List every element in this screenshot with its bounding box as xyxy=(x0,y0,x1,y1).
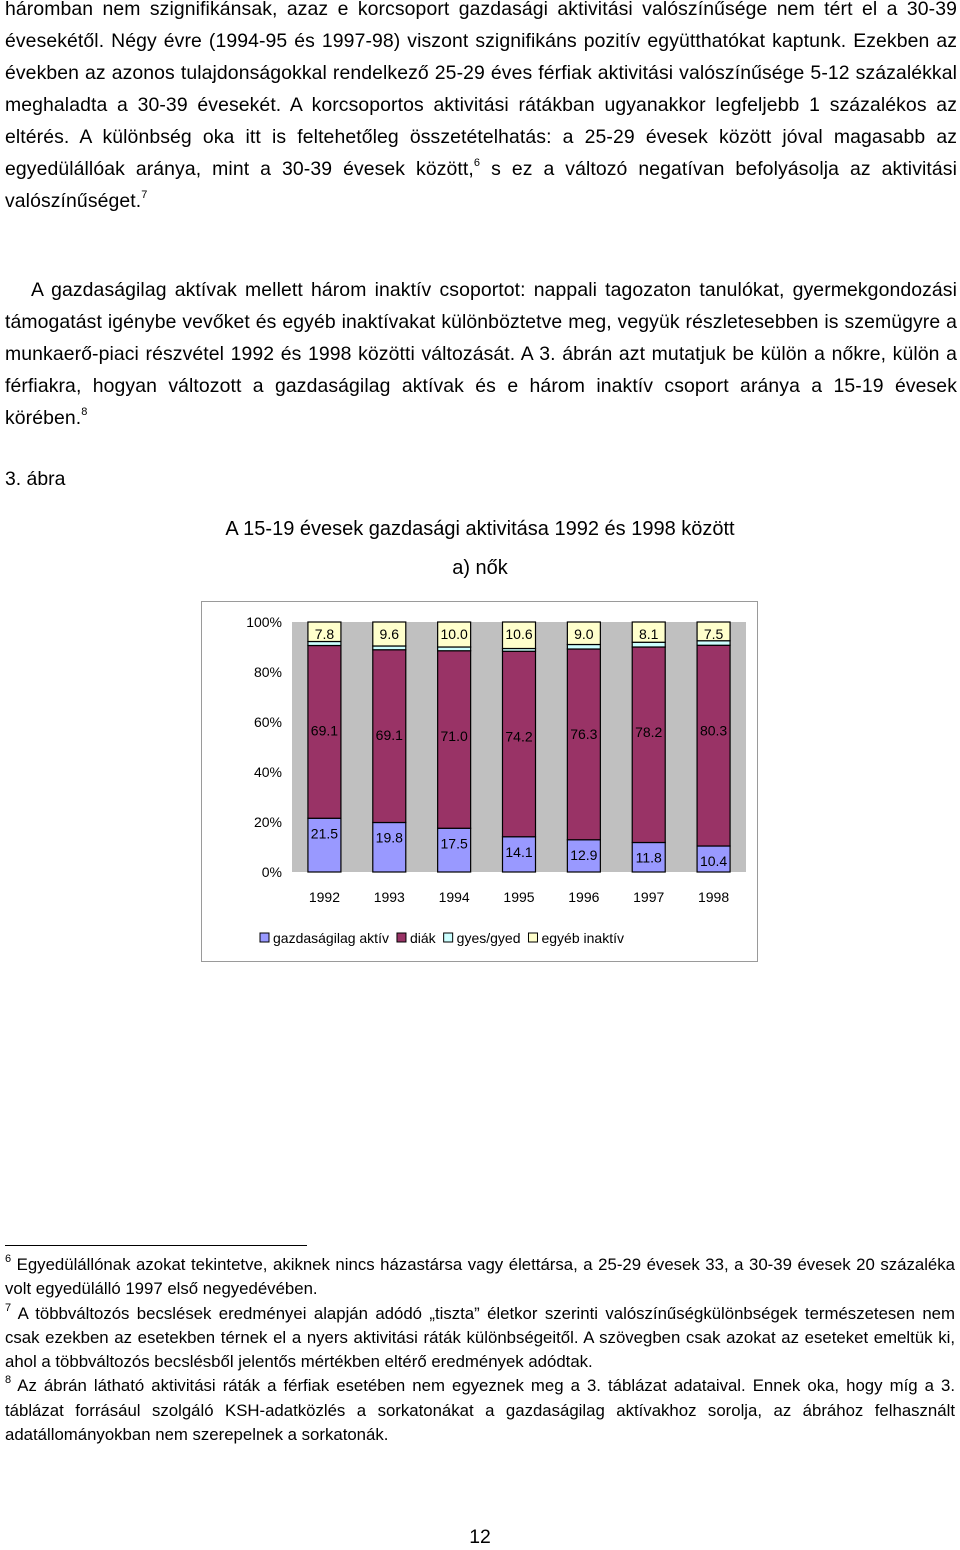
y-tick-label: 40% xyxy=(253,764,282,780)
bar-segment xyxy=(567,645,600,650)
bar-segment xyxy=(567,649,600,840)
body-paragraph-1 xyxy=(5,0,957,217)
footnote-number: 6 xyxy=(5,1253,12,1265)
data-label: 19.8 xyxy=(375,829,403,846)
paragraph-1-tail: s ez a változó negatívan befolyásolja az aktivitási valószínűséget. xyxy=(5,158,957,212)
footnotes xyxy=(5,1253,955,1447)
chart-frame xyxy=(201,601,758,962)
footnote-ref-7: 7 xyxy=(141,189,148,201)
data-label: 71.0 xyxy=(440,727,468,744)
data-label: 8.1 xyxy=(638,626,659,642)
data-label: 12.9 xyxy=(570,846,598,863)
stacked-bar-chart xyxy=(202,602,756,960)
legend-label: egyéb inaktív xyxy=(541,930,624,946)
legend-swatch xyxy=(397,933,406,942)
x-tick-label: 1995 xyxy=(503,889,535,905)
y-tick-label: 80% xyxy=(253,664,282,680)
data-label: 10.6 xyxy=(505,626,533,642)
legend-label: diák xyxy=(409,930,436,946)
y-tick-label: 20% xyxy=(253,814,282,830)
chart-subtitle: a) nők xyxy=(452,557,508,579)
page-number: 12 xyxy=(469,1526,491,1548)
y-tick-label: 60% xyxy=(253,714,282,730)
data-label: 9.0 xyxy=(574,626,594,642)
data-label: 69.1 xyxy=(310,722,339,739)
data-label: 69.1 xyxy=(375,726,403,743)
data-label: 9.6 xyxy=(379,626,400,642)
x-tick-label: 1996 xyxy=(568,889,600,905)
legend-swatch xyxy=(260,933,269,942)
footnote-ref-6: 6 xyxy=(473,157,481,169)
footnote-7 xyxy=(5,1302,955,1375)
x-tick-label: 1997 xyxy=(633,889,665,905)
data-label: 11.8 xyxy=(635,849,662,866)
footnote-separator xyxy=(5,1245,307,1246)
data-label: 14.1 xyxy=(505,843,533,860)
data-label: 7.8 xyxy=(314,626,335,642)
footnote-8 xyxy=(5,1374,955,1447)
x-tick-label: 1992 xyxy=(308,889,341,905)
footnote-number: 7 xyxy=(5,1301,12,1314)
paragraph-1-text: háromban nem szignifikánsak, azaz e korcsoport gazdasági aktivitási valószínűsége nem tért el a 30-39 évesekétől. Négy évre (1994-95 és 1997-98) viszont szignifikáns pozitív együtthatókat kaptunk. Ezekben az években az azonos tulajdonságokkal rendelkező 25-29 éves férfiak aktivitási valószínűsége 5-12 százalékkal meghaladta a 30-39 évesekét. A korcsoportos aktivitási rátákban ugyanakkor legfeljebb 1 százalékos az eltérés. A különbség oka itt is feltehetőleg összetételhatás: a 25-29 évesek között jóval magasabb az egyedülállóak aránya, mint a 30-39 évesek között, xyxy=(5,0,957,180)
x-tick-label: 1993 xyxy=(373,889,405,905)
data-label: 74.2 xyxy=(505,728,533,745)
x-tick-label: 1994 xyxy=(438,889,470,905)
bar-segment xyxy=(632,642,665,647)
legend-label: gyes/gyed xyxy=(456,930,521,946)
chart-title: A 15-19 évesek gazdasági aktivitása 1992 és 1998 között xyxy=(225,518,735,540)
data-label: 21.5 xyxy=(310,825,339,842)
footnote-number: 8 xyxy=(5,1374,12,1387)
y-tick-label: 0% xyxy=(261,864,282,880)
data-label: 10.4 xyxy=(699,853,728,869)
x-tick-label: 1998 xyxy=(697,889,730,905)
data-label: 17.5 xyxy=(440,835,468,852)
legend-swatch xyxy=(528,933,537,942)
footnote-text: Az ábrán látható aktivitási ráták a férfiak esetében nem egyeznek meg a 3. táblázat adataival. Ennek oka, hogy míg a 3. táblázat forrásául szolgáló KSH-adatközlés a sorkatonákat a gazdaságilag aktívakhoz sorolja, az ábrához felhasznált adatállományokban nem szerepelnek a sorkatonák. xyxy=(5,1376,955,1445)
bar-segment xyxy=(632,647,665,843)
footnote-ref-8: 8 xyxy=(81,406,88,418)
footnote-text: A többváltozós becslések eredményei alapján adódó „tiszta” életkor szerinti valószínűségkülönbségek természetesen nem csak ezekben az esetekben térnek el a nyers aktivitási ráták különbségeitől. A szövegben csak azokat az eseteket emeltük ki, ahol a többváltozós becslésből jelentős mértékben eltérő eredmények adódtak. xyxy=(5,1303,955,1372)
paragraph-2-text: A gazdaságilag aktívak mellett három inaktív csoportot: nappali tagozaton tanulókat, gyermekgondozási támogatást igénybe vevőket és egyéb inaktívakat különböztetve meg, vegyük részletesebben is szemügyre a munkaerő-piaci részvétel 1992 és 1998 közötti változását. A 3. ábrán azt mutatjuk be külön a nőkre, külön a férfiakra, hogyan változott a gazdaságilag aktívak és e három inaktív csoport aránya a 15-19 évesek körében. xyxy=(5,279,957,429)
figure-label: 3. ábra xyxy=(5,468,66,490)
footnote-6 xyxy=(5,1253,955,1302)
body-paragraph-2 xyxy=(5,274,957,434)
data-label: 80.3 xyxy=(699,722,728,739)
data-label: 78.2 xyxy=(635,724,663,740)
bar-segment xyxy=(697,645,730,846)
data-label: 76.3 xyxy=(570,726,598,742)
y-tick-label: 100% xyxy=(246,614,282,630)
legend-label: gazdaságilag aktív xyxy=(273,930,389,946)
footnote-text: Egyedülállónak azokat tekintetve, akiknek nincs házastársa vagy élettársa, a 25-29 évesek 33, a 30-39 évesek 20 százaléka volt egyedülálló 1997 első negyedévében. xyxy=(5,1255,955,1299)
data-label: 10.0 xyxy=(440,626,468,642)
legend-swatch xyxy=(444,933,453,942)
data-label: 7.5 xyxy=(703,626,724,642)
